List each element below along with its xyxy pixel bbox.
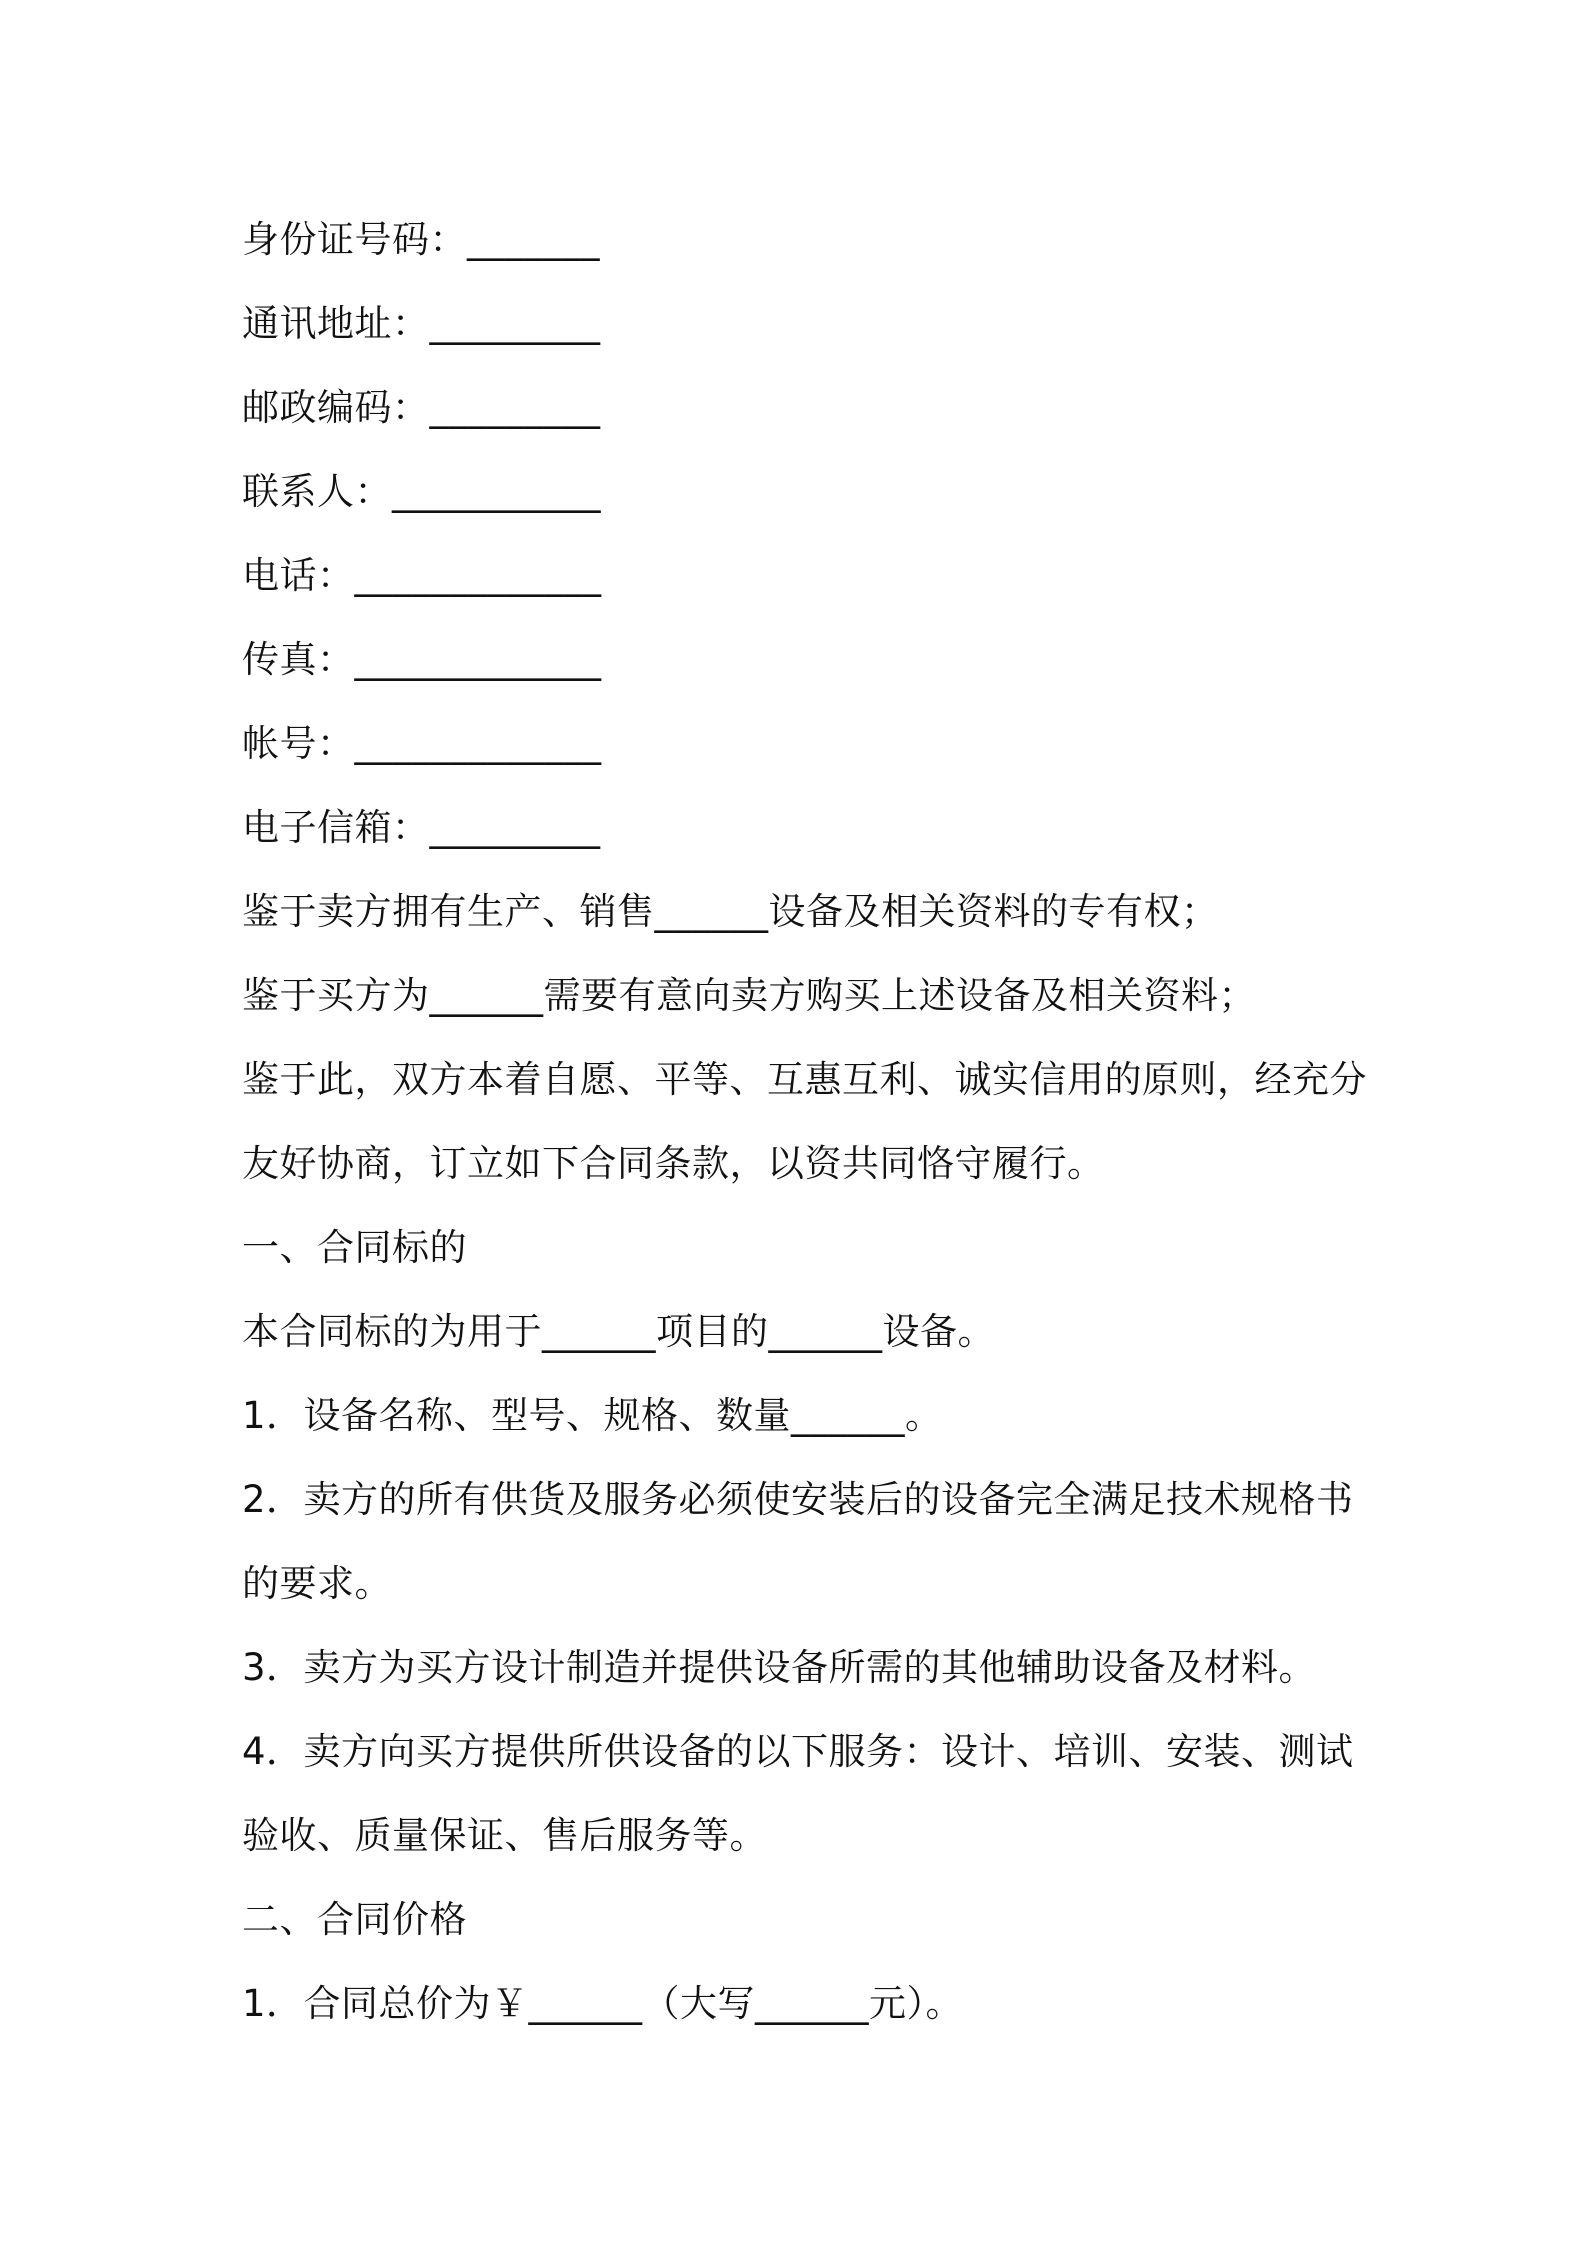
clause-1: 1．设备名称、型号、规格、数量______。 [242, 1394, 943, 1437]
recital-seller: 鉴于卖方拥有生产、销售______设备及相关资料的专有权； [242, 890, 1219, 933]
clause-2: 2．卖方的所有供货及服务必须使安装后的设备完全满足技术规格书 [242, 1478, 1354, 1521]
postal-code-field: 邮政编码：_________ [242, 386, 601, 429]
recital-agreement: 鉴于此，双方本着自愿、平等、互惠互利、诚实信用的原则，经充分 [242, 1058, 1367, 1101]
clause-4-cont: 验收、质量保证、售后服务等。 [242, 1814, 767, 1857]
account-field: 帐号：_____________ [242, 722, 602, 765]
recital-buyer: 鉴于买方为______需要有意向卖方购买上述设备及相关资料； [242, 974, 1256, 1017]
section-heading-price: 二、合同价格 [242, 1898, 467, 1941]
price-clause-1: 1．合同总价为￥______（大写______元）。 [242, 1982, 964, 2025]
id-number-field: 身份证号码：_______ [242, 218, 600, 261]
fax-field: 传真：_____________ [242, 638, 602, 681]
subject-paragraph: 本合同标的为用于______项目的______设备。 [242, 1310, 995, 1353]
email-field: 电子信箱：_________ [242, 806, 601, 849]
contact-person-field: 联系人：___________ [242, 470, 601, 513]
phone-field: 电话：_____________ [242, 554, 602, 597]
contract-body [242, 198, 1367, 2046]
recital-agreement-cont: 友好协商，订立如下合同条款，以资共同恪守履行。 [242, 1142, 1105, 1185]
clause-2-cont: 的要求。 [242, 1562, 392, 1605]
address-field: 通讯地址：_________ [242, 302, 601, 345]
clause-4: 4．卖方向买方提供所供设备的以下服务：设计、培训、安装、测试 [242, 1730, 1354, 1773]
section-heading-subject: 一、合同标的 [242, 1226, 467, 1269]
clause-3: 3．卖方为买方设计制造并提供设备所需的其他辅助设备及材料。 [242, 1646, 1317, 1689]
